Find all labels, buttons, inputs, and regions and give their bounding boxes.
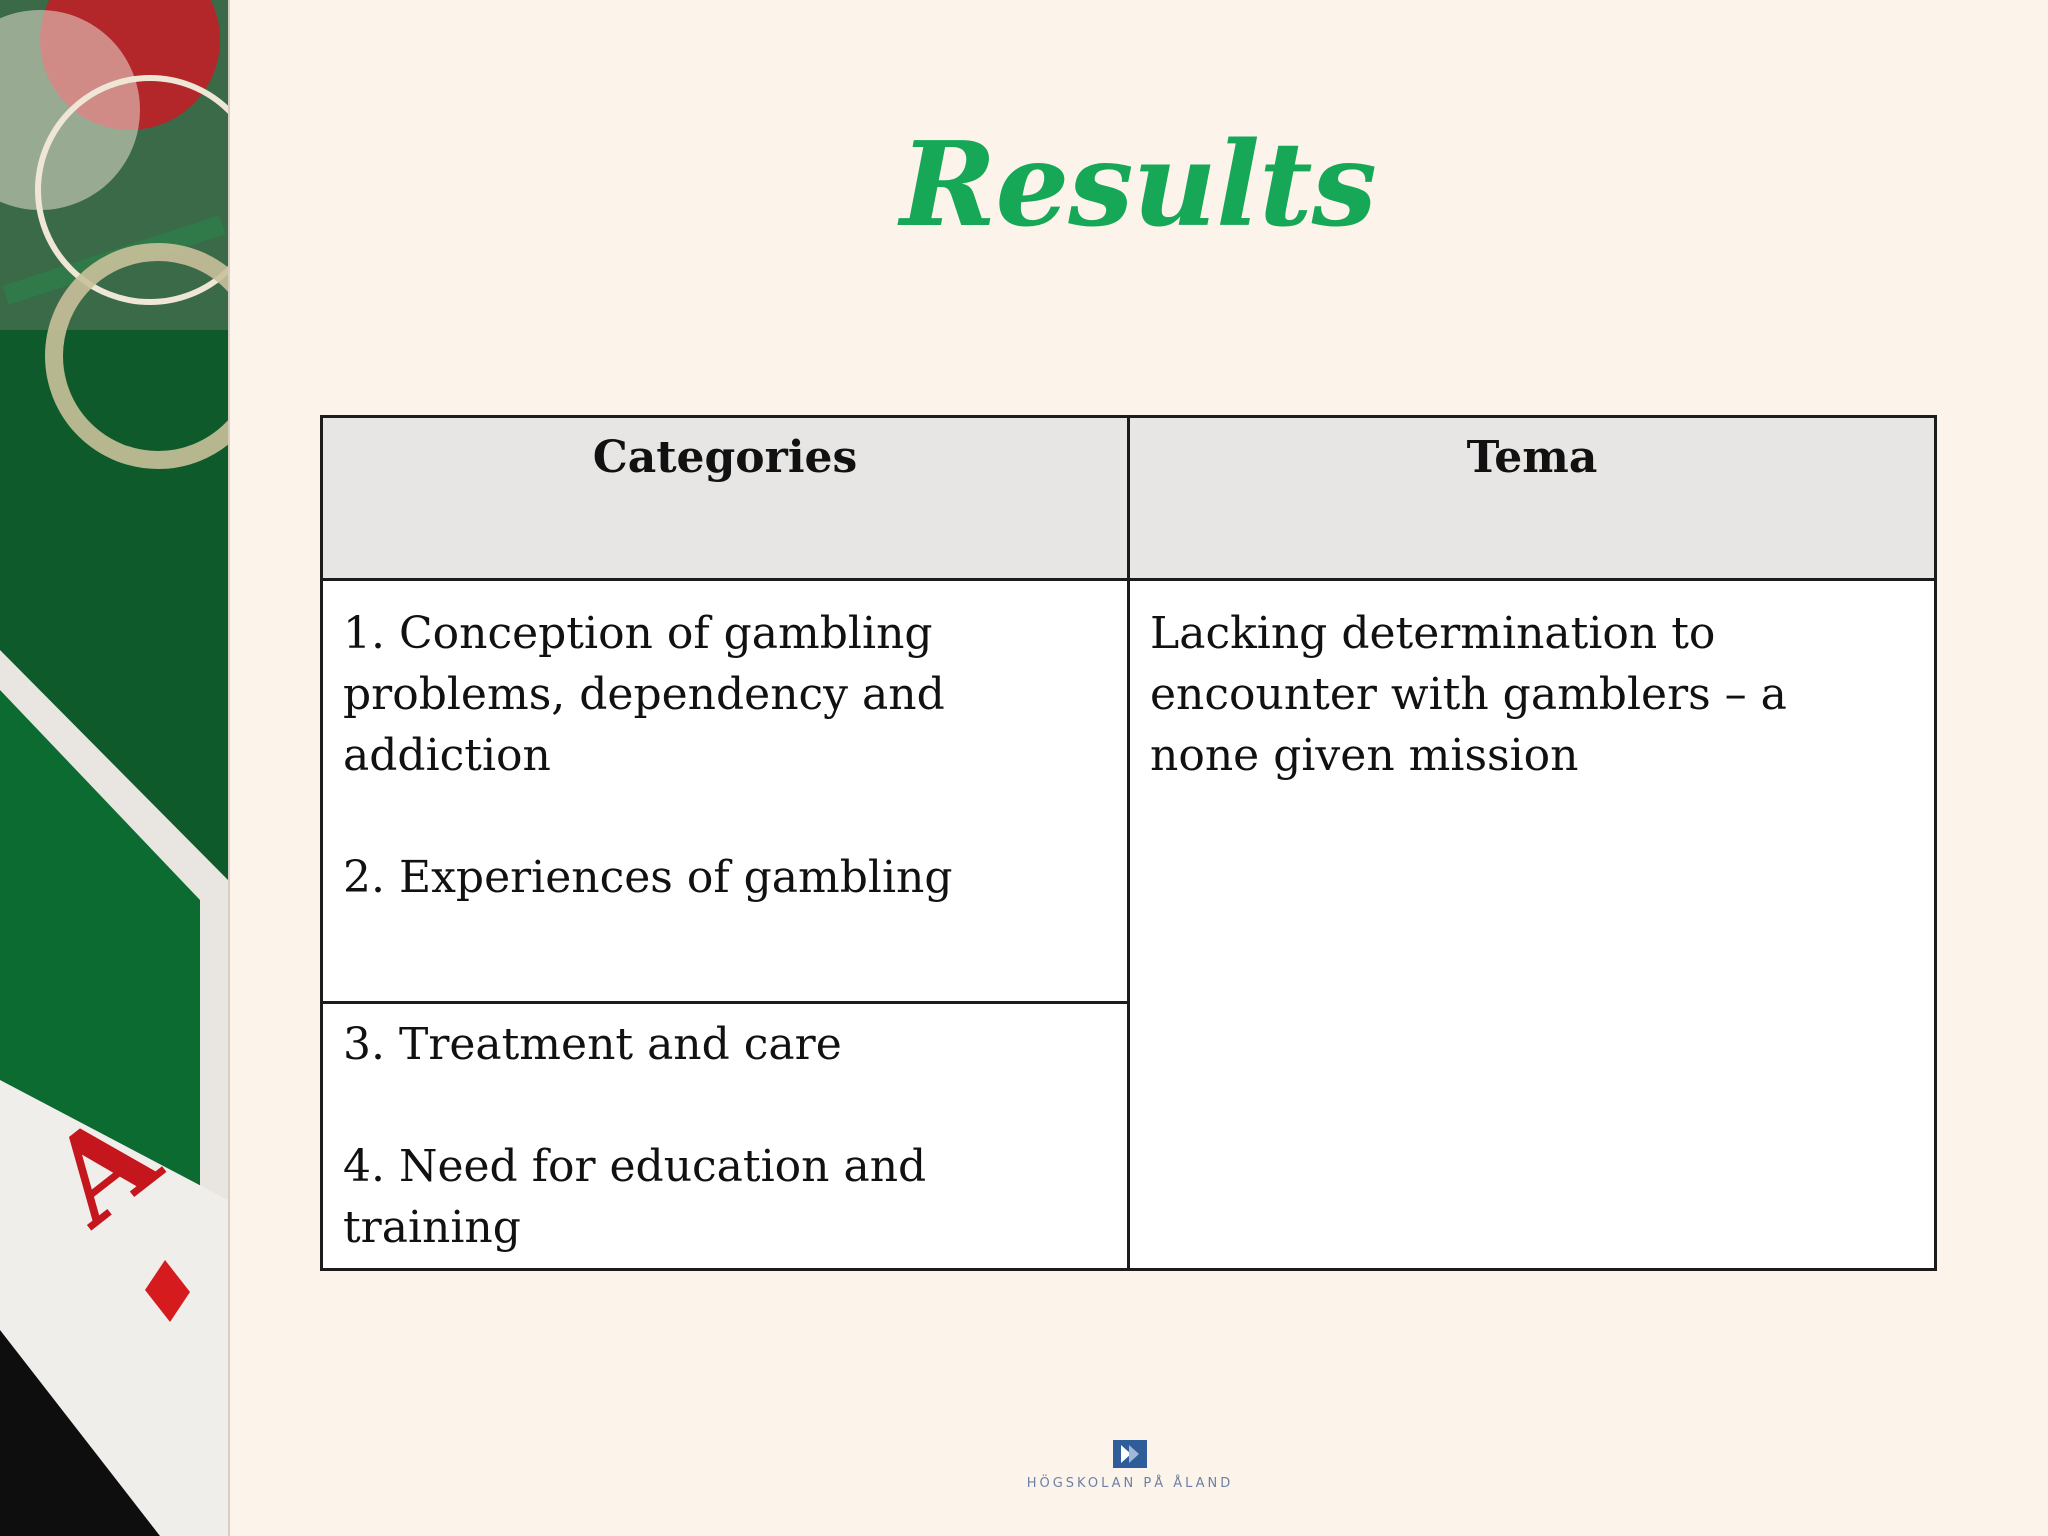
table-row	[322, 580, 1936, 1003]
tema-cell	[1129, 580, 1936, 1270]
header-categories: Categories	[322, 417, 1129, 580]
footer-logo-text: HÖGSKOLAN PÅ ÅLAND	[1026, 1476, 1234, 1491]
tema-text: Lacking determination to encounter with gamblers – a none given mission	[1150, 608, 1787, 781]
slide-title: Results	[900, 117, 1376, 253]
university-logo-icon	[1113, 1440, 1147, 1468]
results-table	[320, 415, 1937, 1271]
table-header-row	[322, 417, 1936, 580]
category-item: 1. Conception of gambling problems, dependency and addiction	[343, 608, 945, 781]
category-item: 2. Experiences of gambling	[343, 852, 953, 903]
categories-cell-group-2	[322, 1003, 1129, 1270]
header-tema: Tema	[1129, 417, 1936, 580]
category-item: 3. Treatment and care	[343, 1019, 842, 1070]
category-item: 4. Need for education and training	[343, 1141, 927, 1253]
casino-photo-graphic	[0, 0, 228, 1536]
svg-text:A: A	[23, 1084, 184, 1253]
categories-cell-group-1	[322, 580, 1129, 1003]
decorative-casino-image	[0, 0, 230, 1536]
footer-logo	[1000, 1440, 1260, 1491]
